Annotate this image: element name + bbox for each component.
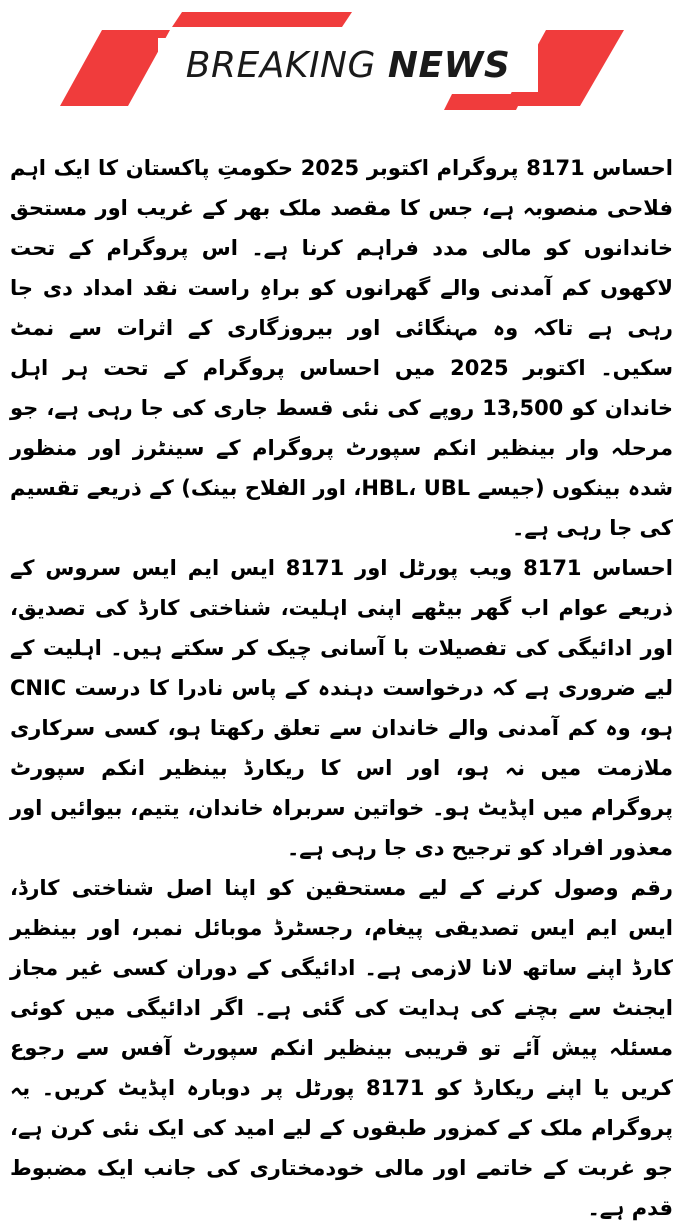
banner-left-stripe [60,30,170,106]
article-paragraph-2: احساس 8171 ویب پورٹل اور 8171 ایس ایم ایس سروس کے ذریعے عوام اب گھر بیٹھے اپنی اہلیت، شناختی کارڈ کی تصدیق، اور ادائیگی کی تفصیلات با آسانی چیک کر سکتے ہیں۔ اہلیت کے لیے ضروری ہے کہ درخواست دہندہ کے پاس نادرا کا درست CNIC ہو، وہ کم آمدنی والے خاندان سے تعلق رکھتا ہو، کسی سرکاری ملازمت میں نہ ہو، اور اس کا ریکارڈ بینظیر انکم سپورٹ پروگرام میں اپڈیٹ ہو۔ خواتین سربراہ خاندان، یتیم، بیوائیں اور معذور افراد کو ترجیح دی جا رہی ہے۔ [10,556,673,860]
breaking-news-title [158,38,538,92]
article-paragraph-3: رقم وصول کرنے کے لیے مستحقین کو اپنا اصل شناختی کارڈ، ایس ایم ایس تصدیقی پیغام، رجسٹرڈ موبائل نمبر، اور بینظیر کارڈ اپنے ساتھ لانا لازمی ہے۔ ادائیگی کے دوران کسی غیر مجاز ایجنٹ سے بچنے کی ہدایت کی گئی ہے۔ اگر ادائیگی میں کوئی مسئلہ پیش آئے تو قریبی بینظیر انکم سپورٹ آفس سے رجوع کریں یا اپنے ریکارڈ کو 8171 پورٹل پر دوبارہ اپڈیٹ کریں۔ یہ پروگرام ملک کے کمزور طبقوں کے لیے امید کی ایک نئی کرن ہے، جو غربت کے خاتمے اور مالی خودمختاری کی جانب ایک مضبوط قدم ہے۔ [10,876,673,1220]
banner-top-stripe [172,12,352,27]
breaking-news-banner [0,0,683,112]
banner-bottom-stripe [444,94,524,110]
headline-word-news: NEWS [387,44,511,86]
article-body [10,148,673,1228]
article-paragraph-1: احساس 8171 پروگرام اکتوبر 2025 حکومتِ پاکستان کا ایک اہم فلاحی منصوبہ ہے، جس کا مقصد ملک بھر کے غریب اور مستحق خاندانوں کو مالی مدد فراہم کرنا ہے۔ اس پروگرام کے تحت لاکھوں کم آمدنی والے گھرانوں کو براہِ راست نقد امداد دی جا رہی ہے تاکہ وہ مہنگائی اور بیروزگاری کے اثرات سے نمٹ سکیں۔ اکتوبر 2025 میں احساس پروگرام کے تحت ہر اہل خاندان کو 13,500 روپے کی نئی قسط جاری کی جا رہی ہے، جو مرحلہ وار بینظیر انکم سپورٹ پروگرام کے سینٹرز اور منظور شدہ بینکوں (جیسے HBL، UBL، اور الفلاح بینک) کے ذریعے تقسیم کی جا رہی ہے۔ [10,156,674,540]
headline-word-breaking: BREAKING [185,44,376,86]
